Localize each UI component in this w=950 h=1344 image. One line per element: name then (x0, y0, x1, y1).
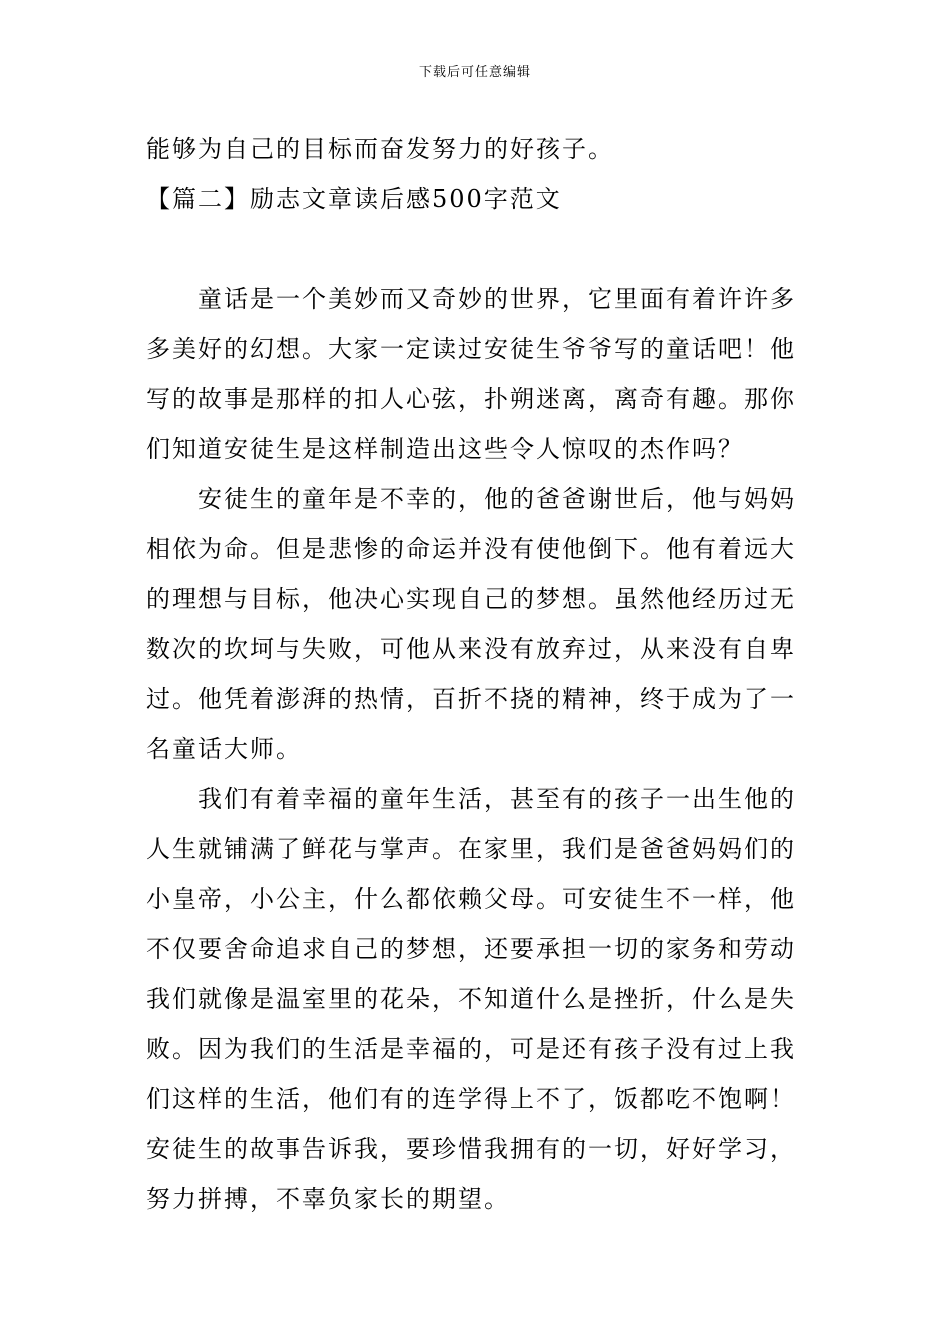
paragraph-line: 们知道安徒生是这样制造出这些令人惊叹的杰作吗？ (146, 435, 744, 463)
paragraph-line: 我们就像是温室里的花朵，不知道什么是挫折，什么是失 (146, 985, 796, 1013)
paragraph-line: 不仅要舍命追求自己的梦想，还要承担一切的家务和劳动 (146, 935, 796, 963)
paragraph-line: 写的故事是那样的扣人心弦，扑朔迷离，离奇有趣。那你 (146, 385, 796, 413)
paragraph-line: 童话是一个美妙而又奇妙的世界，它里面有着许许多 (198, 285, 796, 313)
blank-line (146, 224, 808, 274)
document-body (146, 124, 808, 1224)
section-heading: 【篇二】励志文章读后感500字范文 (146, 185, 562, 213)
paragraph-line: 数次的坎坷与失败，可他从来没有放弃过，从来没有自卑 (146, 635, 796, 663)
paragraph-line: 的理想与目标，他决心实现自己的梦想。虽然他经历过无 (146, 585, 796, 613)
paragraph-line: 我们有着幸福的童年生活，甚至有的孩子一出生他的 (198, 785, 796, 813)
paragraph-2 (146, 474, 808, 774)
paragraph-3 (146, 774, 808, 1224)
paragraph-line: 安徒生的童年是不幸的，他的爸爸谢世后，他与妈妈 (198, 485, 796, 513)
paragraph-line: 安徒生的故事告诉我，要珍惜我拥有的一切，好好学习， (146, 1135, 796, 1163)
page-header: 下载后可任意编辑 (418, 65, 531, 80)
paragraph-line: 努力拼搏，不辜负家长的期望。 (146, 1185, 510, 1213)
paragraph-1 (146, 274, 808, 474)
paragraph-line: 败。因为我们的生活是幸福的，可是还有孩子没有过上我 (146, 1035, 796, 1063)
paragraph-line: 多美好的幻想。大家一定读过安徒生爷爷写的童话吧！他 (146, 335, 796, 363)
paragraph-line: 们这样的生活，他们有的连学得上不了，饭都吃不饱啊！ (146, 1085, 796, 1113)
paragraph-line: 小皇帝，小公主，什么都依赖父母。可安徒生不一样，他 (146, 885, 796, 913)
paragraph-line: 过。他凭着澎湃的热情，百折不挠的精神，终于成为了一 (146, 685, 796, 713)
paragraph-line: 相依为命。但是悲惨的命运并没有使他倒下。他有着远大 (146, 535, 796, 563)
paragraph-line: 人生就铺满了鲜花与掌声。在家里，我们是爸爸妈妈们的 (146, 835, 796, 863)
intro-line: 能够为自己的目标而奋发努力的好孩子。 (146, 135, 614, 163)
paragraph-line: 名童话大师。 (146, 735, 302, 763)
